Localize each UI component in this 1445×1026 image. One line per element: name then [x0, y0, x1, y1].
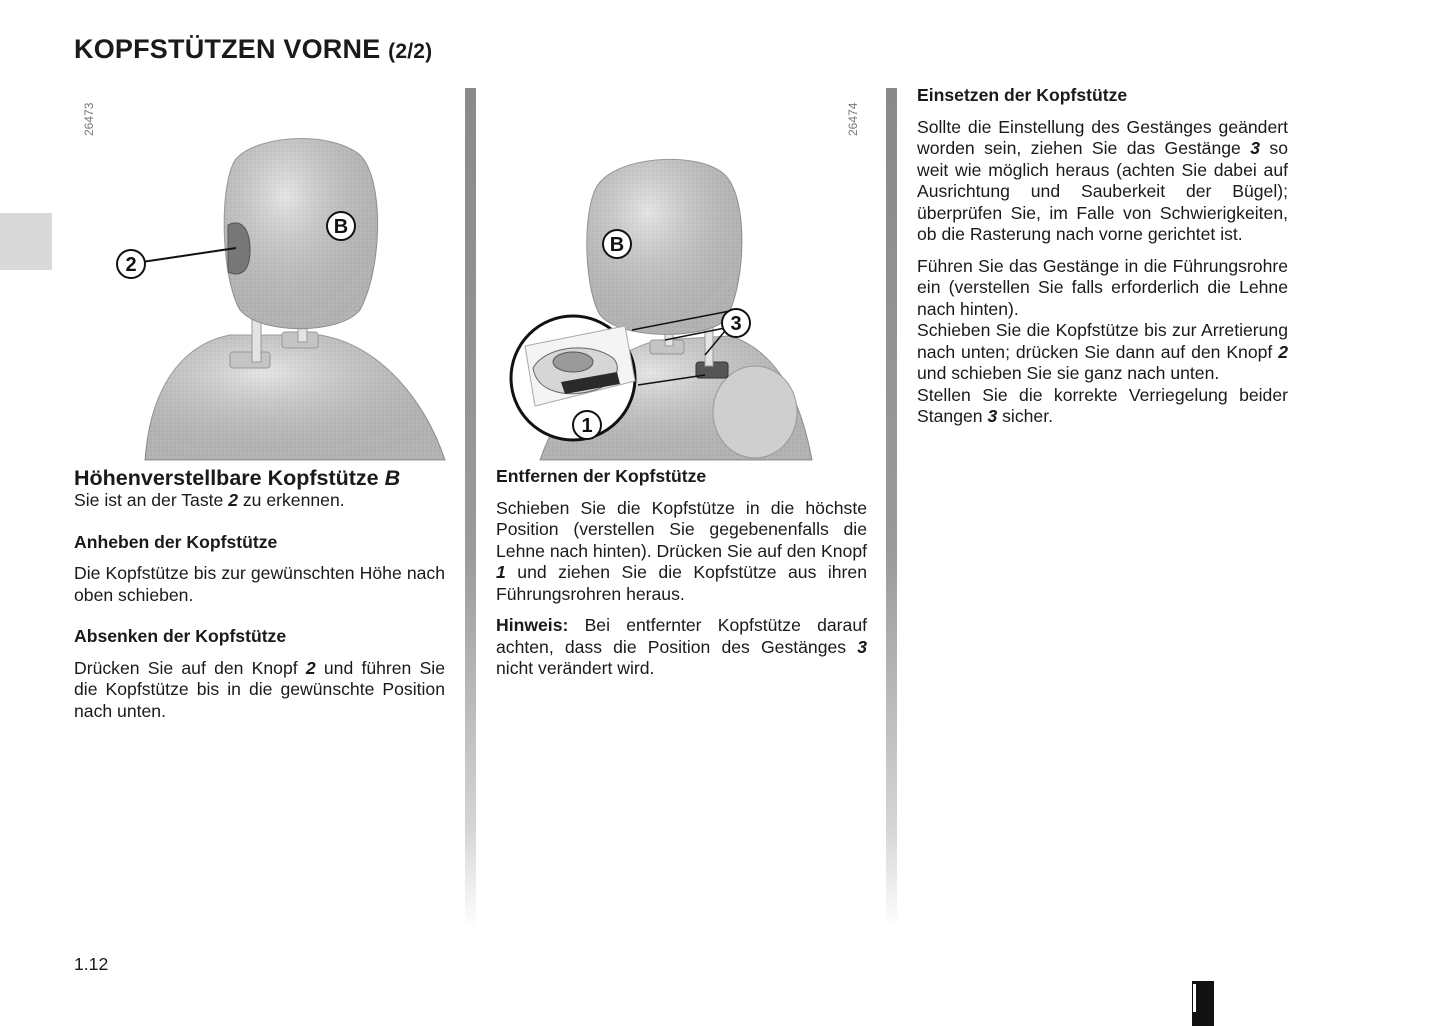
figure-id-left: 26473 [82, 102, 96, 136]
raise-heading: Anheben der Kopfstütze [74, 531, 278, 552]
column-divider-left [465, 88, 476, 928]
callout-3-label: 3 [730, 313, 742, 335]
callout-leader-2 [140, 240, 240, 270]
left-column [74, 466, 445, 722]
adjustable-headrest-heading: Höhenverstellbare Kopfstütze B [74, 466, 401, 490]
insert-para-4: Stellen Sie die korrekte Verriegelung beider Stangen 3 sicher. [917, 384, 1288, 426]
raise-text: Die Kopfstütze bis zur gewünschten Höhe nach oben schieben. [74, 563, 445, 605]
callout-2-marker [115, 248, 147, 280]
headrest-illustration-left [110, 130, 450, 462]
callout-b-marker-middle [601, 228, 633, 260]
insert-para-1: Sollte die Einstellung des Gestänges geändert worden sein, ziehen Sie das Gestänge 3 so weit wie möglich heraus (achten Sie dabei auf Ausrichtung und Sauberkeit der Bügel); überprüfen Sie, im Falle von Schwierigkeiten, ob die Rasterung nach vorne gerichtet ist. [917, 116, 1288, 244]
remove-text: Schieben Sie die Kopfstütze in die höchste Position (verstellen Sie gegebenenfalls die Lehne nach hinten). Drücken Sie auf den Knopf 1 und ziehen Sie die Kopfstütze aus ihren Führungsrohren heraus. [496, 497, 867, 604]
callout-b-label-left: B [333, 216, 349, 238]
insert-para-3: Schieben Sie die Kopfstütze bis zur Arretierung nach unten; drücken Sie dann auf den Knopf 2 und schieben Sie sie ganz nach unten. [917, 320, 1288, 383]
remove-heading: Entfernen der Kopfstütze [496, 466, 707, 486]
right-column [917, 85, 1288, 428]
callout-b-label-middle: B [609, 234, 625, 256]
ref-b: B [384, 466, 401, 490]
column-divider-right [886, 88, 897, 928]
figure-id-middle: 26474 [846, 102, 860, 136]
insert-heading: Einsetzen der Kopfstütze [917, 85, 1128, 105]
note-text: Hinweis: Bei entfernter Kopfstütze darauf achten, dass die Position des Gestänges 3 nicht verändert wird. [496, 615, 867, 678]
page-number: 1.12 [74, 954, 109, 974]
note-label: Hinweis: [496, 615, 569, 635]
insert-para-2: Führen Sie das Gestänge in die Führungsrohre ein (verstellen Sie falls erforderlich die Lehne nach hinten). [917, 255, 1288, 319]
lower-heading: Absenken der Kopfstütze [74, 626, 287, 646]
page-edge-marker [1192, 981, 1214, 1026]
page-title [74, 34, 432, 65]
callout-2-label: 2 [125, 254, 137, 276]
callout-3-marker [720, 307, 752, 339]
title-part: (2/2) [388, 40, 433, 63]
chapter-tab [0, 213, 52, 270]
callout-1-marker [571, 409, 603, 441]
callout-1-label: 1 [581, 415, 593, 437]
callout-b-marker-left [325, 210, 357, 242]
title-text: KOPFSTÜTZEN VORNE [74, 34, 381, 64]
intro-text: Sie ist an der Taste 2 zu erkennen. [74, 490, 345, 510]
lower-text: Drücken Sie auf den Knopf 2 und führen Sie die Kopfstütze bis in die gewünschte Position nach unten. [74, 657, 445, 721]
middle-column [496, 466, 867, 680]
